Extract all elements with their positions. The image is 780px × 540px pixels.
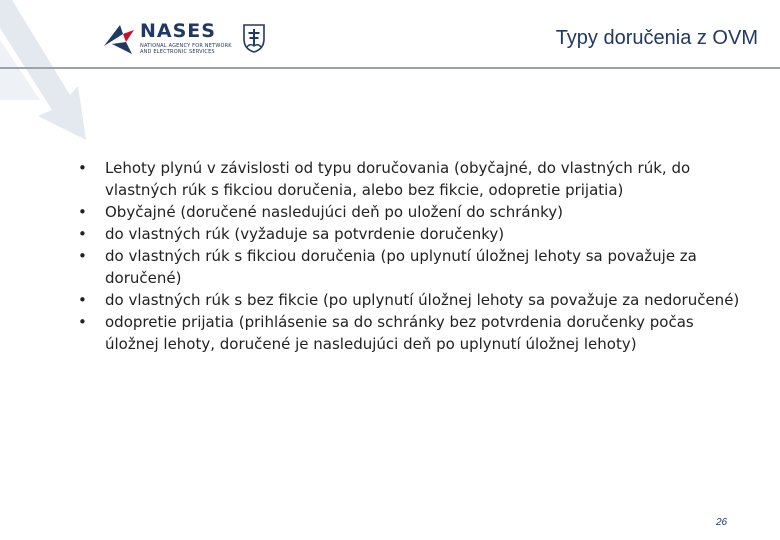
bullet-text: Obyčajné (doručené nasledujúci deň po uložení do schránky) xyxy=(105,203,563,221)
page-number: 26 xyxy=(716,517,728,528)
logo-wordmark: NASES xyxy=(140,20,216,42)
bullet-list xyxy=(78,157,750,355)
bullet-text: Lehoty plynú v závislosti od typu doručovania (obyčajné, do vlastných rúk, do vlastných rúk s fikciou doručenia, alebo bez fikcie, odopretie prijatia) xyxy=(105,159,691,199)
slovak-coat-of-arms-icon xyxy=(242,23,266,53)
nases-logo xyxy=(102,20,270,60)
bullet-item xyxy=(78,311,750,355)
bullet-item xyxy=(78,223,750,245)
bullet-marker: • xyxy=(78,159,87,177)
bullet-marker: • xyxy=(78,313,87,331)
bullet-text: do vlastných rúk (vyžaduje sa potvrdenie doručenky) xyxy=(105,225,505,243)
bullet-text: do vlastných rúk s fikciou doručenia (po uplynutí úložnej lehoty sa považuje za doručené) xyxy=(105,247,697,287)
slide-title: Typy doručenia z OVM xyxy=(555,27,758,49)
bullet-text: do vlastných rúk s bez fikcie (po uplynutí úložnej lehoty sa považuje za nedoručené) xyxy=(105,291,740,309)
bullet-marker: • xyxy=(78,291,87,309)
header-divider xyxy=(0,67,780,69)
logo-subtext: NATIONAL AGENCY FOR NETWORK AND ELECTRONIC SERVICES xyxy=(140,43,232,55)
bullet-marker: • xyxy=(78,247,87,265)
nases-arrow-icon xyxy=(102,22,136,56)
bullet-item xyxy=(78,157,750,201)
bullet-item xyxy=(78,201,750,223)
bullet-text: odopretie prijatia (prihlásenie sa do schránky bez potvrdenia doručenky počas úložnej lehoty, doručené je nasledujúci deň po uplynutí úložnej lehoty) xyxy=(105,313,694,353)
bullet-item xyxy=(78,245,750,289)
bullet-item xyxy=(78,289,750,311)
bullet-marker: • xyxy=(78,225,87,243)
corner-arrow-decoration xyxy=(0,0,110,150)
bullet-marker: • xyxy=(78,203,87,221)
